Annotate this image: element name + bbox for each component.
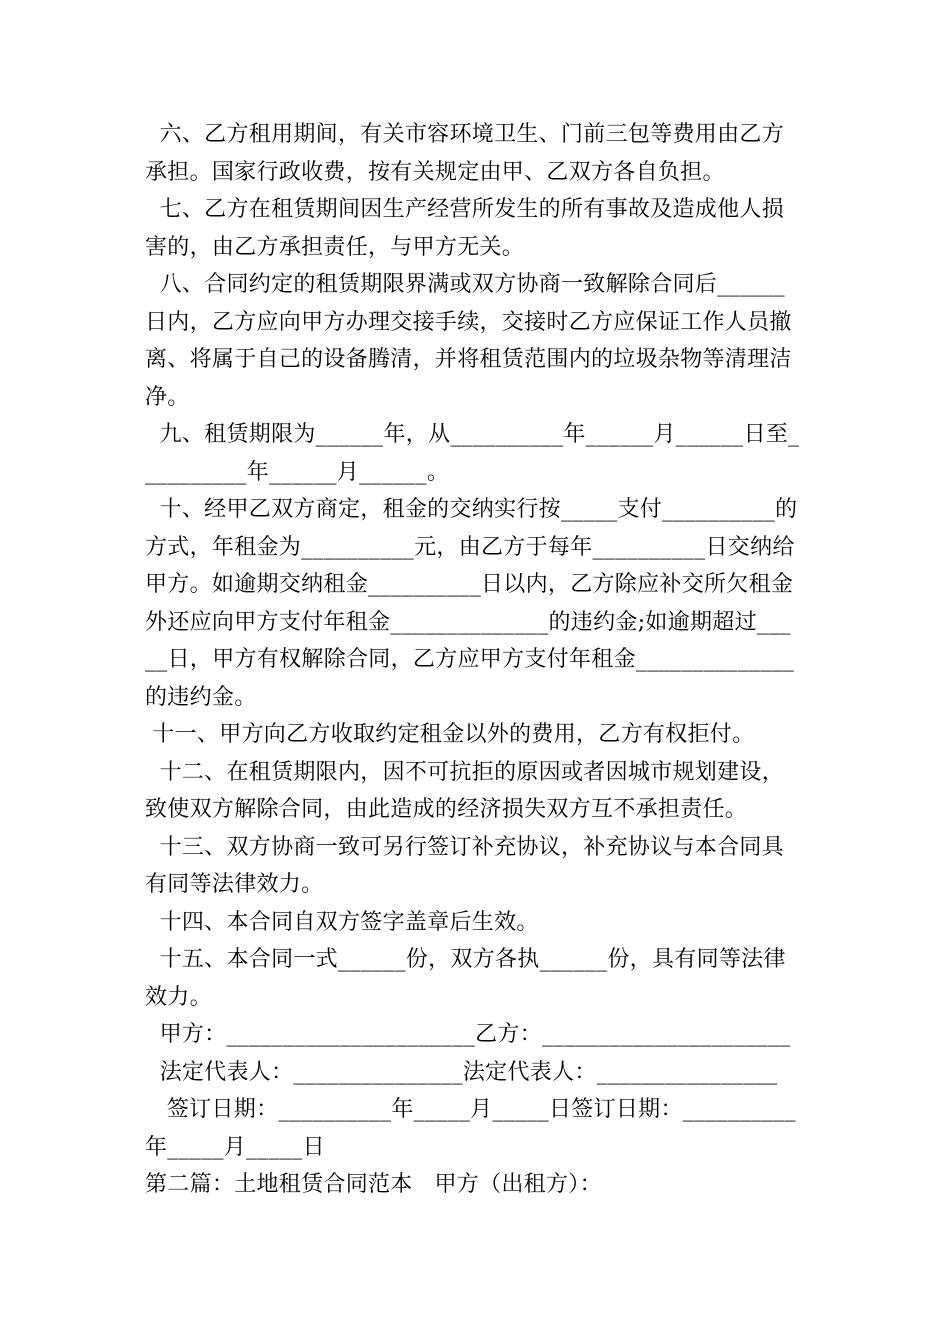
text-line: 日内，乙方应向甲方办理交接手续，交接时乙方应保证工作人员撤 [145,309,792,335]
text-line: 九、租赁期限为______年，从__________年______月______日至_ [145,422,800,447]
text-line: 八、合同约定的租赁期限界满或双方协商一致解除合同后______ [145,272,785,297]
signature-line-date: 签订日期：__________年_____月_____日签订日期：__________ [145,1097,796,1122]
text-line: 的违约金。 [145,684,257,710]
text-line: 方式，年租金为__________元，由乙方于每年__________日交纳给 [145,534,795,560]
text-line: 十五、本合同一式______份，双方各执______份，具有同等法律 [145,947,786,972]
text-line: 十四、本合同自双方签字盖章后生效。 [145,909,539,935]
text-line: __日，甲方有权解除合同，乙方应甲方支付年租金______________ [145,647,795,672]
text-line: 十、经甲乙双方商定，租金的交纳实行按_____支付__________的 [145,497,798,522]
signature-line-representative: 法定代表人：_______________法定代表人：________________ [145,1059,778,1085]
text-line: 承担。国家行政收费，按有关规定由甲、乙双方各自负担。 [145,159,725,185]
text-line: 十二、在租赁期限内，因不可抗拒的原因或者因城市规划建设， [145,759,784,785]
text-line: 有同等法律效力。 [145,872,324,897]
signature-line-party: 甲方：______________________乙方：______________________ [145,1022,791,1047]
text-line: 六、乙方租用期间，有关市容环境卫生、门前三包等费用由乙方 [145,122,784,147]
text-line: 甲方。如逾期交纳租金__________日以内，乙方除应补交所欠租金 [145,572,794,597]
text-line: 十三、双方协商一致可另行签订补充协议，补充协议与本合同具 [145,834,784,860]
text-line: _________年______月______。 [145,459,450,485]
text-line: 外还应向甲方支付年租金______________的违约金;如逾期超过___ [145,609,791,635]
text-line: 七、乙方在租赁期间因生产经营所发生的所有事故及造成他人损 [145,197,784,222]
text-line: 净。 [145,384,190,410]
document-body [145,116,810,1204]
section-heading: 第二篇：土地租赁合同范本 甲方（出租方）： [145,1172,602,1197]
text-line: 效力。 [145,984,212,1010]
text-line: 离、将属于自己的设备腾清，并将租赁范围内的垃圾杂物等清理洁 [145,347,792,372]
text-line: 致使双方解除合同，由此造成的经济损失双方互不承担责任。 [145,797,748,822]
text-line: 害的，由乙方承担责任，与甲方无关。 [145,234,525,260]
text-line: 十一、甲方向乙方收取约定租金以外的费用，乙方有权拒付。 [145,722,755,747]
signature-line-date-cont: 年_____月_____日 [145,1134,325,1160]
